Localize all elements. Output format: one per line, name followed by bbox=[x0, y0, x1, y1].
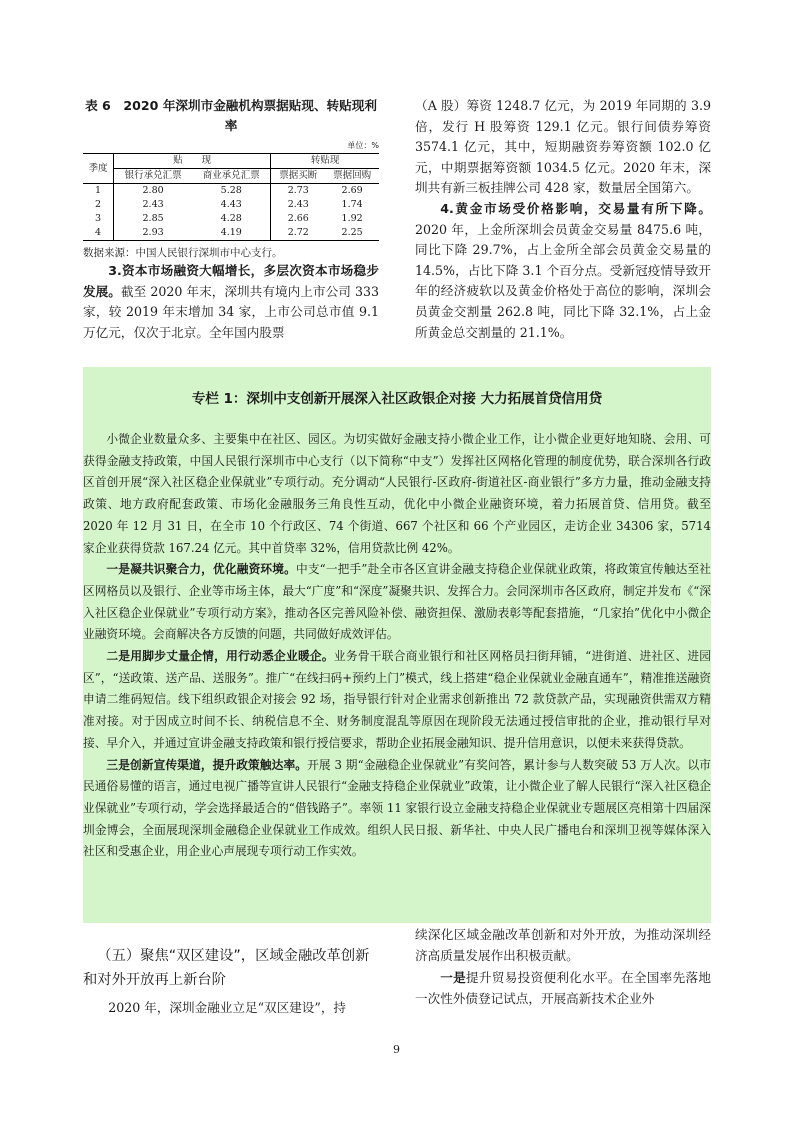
group-rediscount: 转贴现 bbox=[271, 154, 379, 169]
box-p2-body: 中支“一把手”赴全市各区宣讲金融支持稳企业保就业政策，将政策宣传触达至社区网格员以及银行、企业等市场主体，最大“广度”和“深度”凝聚共识、发挥合力。会同深圳市各区政府，制定并发布《“深入社区稳企业保就业”专项行动方案》，推动各区完善风险补偿、融资担保、激励表彰等配套措施，“几家抬”优化中小微企业融资环境。会商解决各方反馈的问题，共同做好成效评估。 bbox=[83, 562, 711, 642]
group-discount: 贴 现 bbox=[114, 154, 271, 169]
discount-rate-table bbox=[83, 153, 379, 241]
section-5-intro: 2020 年，深圳金融业立足“双区建设”，持 bbox=[108, 1000, 347, 1015]
table-cell: 2.85 bbox=[142, 213, 164, 224]
col-season: 季度 bbox=[83, 154, 114, 184]
table-cell: 3 bbox=[83, 212, 114, 226]
table-cell: 2.80 bbox=[114, 184, 193, 199]
box-p3-lead: 二是用脚步丈量企情，用行动悉企业暖企。 bbox=[106, 649, 334, 664]
box-paragraph-3 bbox=[83, 646, 711, 755]
table-cell: 2.69 bbox=[325, 184, 379, 199]
table-cell: 2.93 bbox=[114, 226, 193, 241]
table-cell: 4.43 bbox=[192, 198, 271, 212]
table-cell: 2.66 bbox=[287, 213, 309, 224]
left-column bbox=[83, 96, 379, 343]
point-1-lead: 一是 bbox=[440, 969, 467, 985]
col-header: 商业承兑汇票 bbox=[192, 169, 271, 184]
table-cell: 4 bbox=[83, 226, 114, 241]
point-1-body: 提升贸易投资便利化水平。在全国率先落地一次性外债登记试点，开展高新技术企业外 bbox=[415, 969, 712, 1007]
table-cell: 2.43 bbox=[142, 199, 164, 210]
page-number: 9 bbox=[393, 1043, 400, 1056]
table-cell: 1 bbox=[83, 184, 114, 199]
table-cell: 2 bbox=[83, 198, 114, 212]
box-body bbox=[83, 429, 711, 863]
box-title: 专栏 1：深圳中支创新开展深入社区政银企对接 大力拓展首贷信用贷 bbox=[191, 391, 603, 407]
section-5-point-1 bbox=[415, 967, 711, 1010]
section-3-body: 截至 2020 年末，深圳共有境内上市公司 333 家，较 2019 年末增加 34 家，上市公司总市值 9.1 万亿元，仅次于北京。全年国内股票 bbox=[83, 283, 379, 340]
box-p4-lead: 三是创新宣传渠道，提升政策触达率。 bbox=[106, 757, 308, 772]
box-paragraph-2 bbox=[83, 559, 711, 646]
table-cell: 4.19 bbox=[192, 226, 271, 241]
table-cell: 5.28 bbox=[192, 184, 271, 199]
table-row bbox=[83, 226, 379, 241]
section-4-body: 2020 年，上金所深圳会员黄金交易量 8475.6 吨，同比下降 29.7%，占上金所全部会员黄金交易量的 14.5%，占比下降 3.1 个百分点。受新冠疫情导致开年的经济疲软以及黄金价格处于高位的影响，深圳会员黄金交割量 262.8 吨，同比下降 32.1%，占上金所黄金总交割量的 21.1%。 bbox=[415, 221, 711, 340]
box-paragraph-4 bbox=[83, 755, 711, 864]
section-3-lead: 3.资本市场融资大幅增长，多层次资本市场稳步发展。 bbox=[83, 263, 379, 299]
table-unit: 单位：% bbox=[347, 141, 379, 150]
table-cell: 2.43 bbox=[287, 199, 309, 210]
col-header: 票据回购 bbox=[333, 170, 372, 181]
col-header: 票据买断 bbox=[279, 170, 318, 181]
section-4-paragraph bbox=[415, 199, 711, 343]
section-5-continuation: 续深化区域金融改革创新和对外开放，为推动深圳经济高质量发展作出积极贡献。 bbox=[415, 927, 711, 964]
table-cell: 2.73 bbox=[271, 184, 325, 199]
table-cell: 2.72 bbox=[271, 226, 325, 241]
feature-column-box bbox=[83, 367, 711, 923]
table-row bbox=[83, 212, 379, 226]
box-p3-body: 业务骨干联合商业银行和社区网格员扫街拜铺，“进街道、进社区、进园区”，“送政策、送产品、送服务”。推广“在线扫码+预约上门”模式，线上搭建“稳企业保就业金融直通车”，精准推送融资申请二维码短信。线下组织政银企对接会 92 场，指导银行针对企业需求创新推出 72 款贷款产品，实现融资供需双方精准对接。对于因成立时间不长、纳税信息不全、财务制度混乱等原因在现阶段无法通过授信审批的企业，推动银行早对接、早介入，并通过宣讲金融支持政策和银行授信要求，帮助企业拓展金融知识、提升信用意识，以便未来获得贷款。 bbox=[83, 649, 711, 750]
right-column bbox=[415, 96, 711, 343]
section-4-lead: 4.黄金市场受价格影响，交易量有所下降。 bbox=[440, 200, 711, 216]
table-cell: 4.28 bbox=[192, 212, 271, 226]
table-title: 表 6 2020 年深圳市金融机构票据贴现、转贴现利率 bbox=[85, 98, 377, 133]
col-header: 银行承兑汇票 bbox=[124, 170, 182, 181]
section-heading-5: （五）聚焦“双区建设”，区域金融改革创新和对外开放再上新台阶 bbox=[83, 948, 370, 988]
section-3-paragraph bbox=[83, 261, 379, 343]
table-row bbox=[83, 184, 379, 199]
box-p4-body: 开展 3 期“金融稳企业保就业”有奖问答，累计参与人数突破 53 万人次。以市民通俗易懂的语言，通过电视广播等宣讲人民银行“金融支持稳企业保就业”政策，让小微企业了解人民银行“深入社区稳企业保就业”专项行动，学会选择最适合的“借钱路子”。率领 11 家银行设立金融支持稳企业保就业专题展区亮相第十四届深圳金博会，全面展现深圳金融稳企业保就业工作成效。组织人民日报、新华社、中央人民广播电台和深圳卫视等媒体深入社区和受惠企业，用企业心声展现专项行动工作实效。 bbox=[83, 757, 711, 859]
table-cell: 2.25 bbox=[325, 226, 379, 241]
section-3-continuation: （A 股）筹资 1248.7 亿元，为 2019 年同期的 3.9 倍，发行 H 股筹资 129.1 亿元。银行间债券筹资 3574.1 亿元，其中，短期融资券筹资额 102.0 亿元，中期票据筹资额 1034.5 亿元。2020 年末，深圳共有新三板挂牌公司 428 家，数量居全国第六。 bbox=[415, 98, 711, 196]
table-source: 数据来源：中国人民银行深圳市中心支行。 bbox=[83, 247, 283, 259]
table-row bbox=[83, 198, 379, 212]
right-bottom-column bbox=[415, 924, 711, 1010]
table-cell: 1.74 bbox=[341, 199, 363, 210]
box-paragraph-1: 小微企业数量众多、主要集中在社区、园区。为切实做好金融支持小微企业工作，让小微企业更好地知晓、会用、可获得金融支持政策，中国人民银行深圳市中心支行（以下简称“中支”）发挥社区网格化管理的制度优势，联合深圳各行政区首创开展“深入社区稳企业保就业”专项行动。充分调动“人民银行-区政府-街道社区-商业银行”多方力量，推动金融支持政策、地方政府配套政策、市场化金融服务三角良性互动，优化中小微企业融资环境，着力拓展首贷、信用贷。截至 2020 年 12 月 31 日，在全市 10 个行政区、74 个街道、667 个社区和 66 个产业园区，走访企业 34306 家，5714 家企业获得贷款 167.24 亿元。其中首贷率 32%，信用贷款比例 42%。 bbox=[83, 432, 711, 555]
table-cell: 1.92 bbox=[341, 213, 363, 224]
box-p2-lead: 一是凝共识聚合力，优化融资环境。 bbox=[106, 562, 296, 577]
